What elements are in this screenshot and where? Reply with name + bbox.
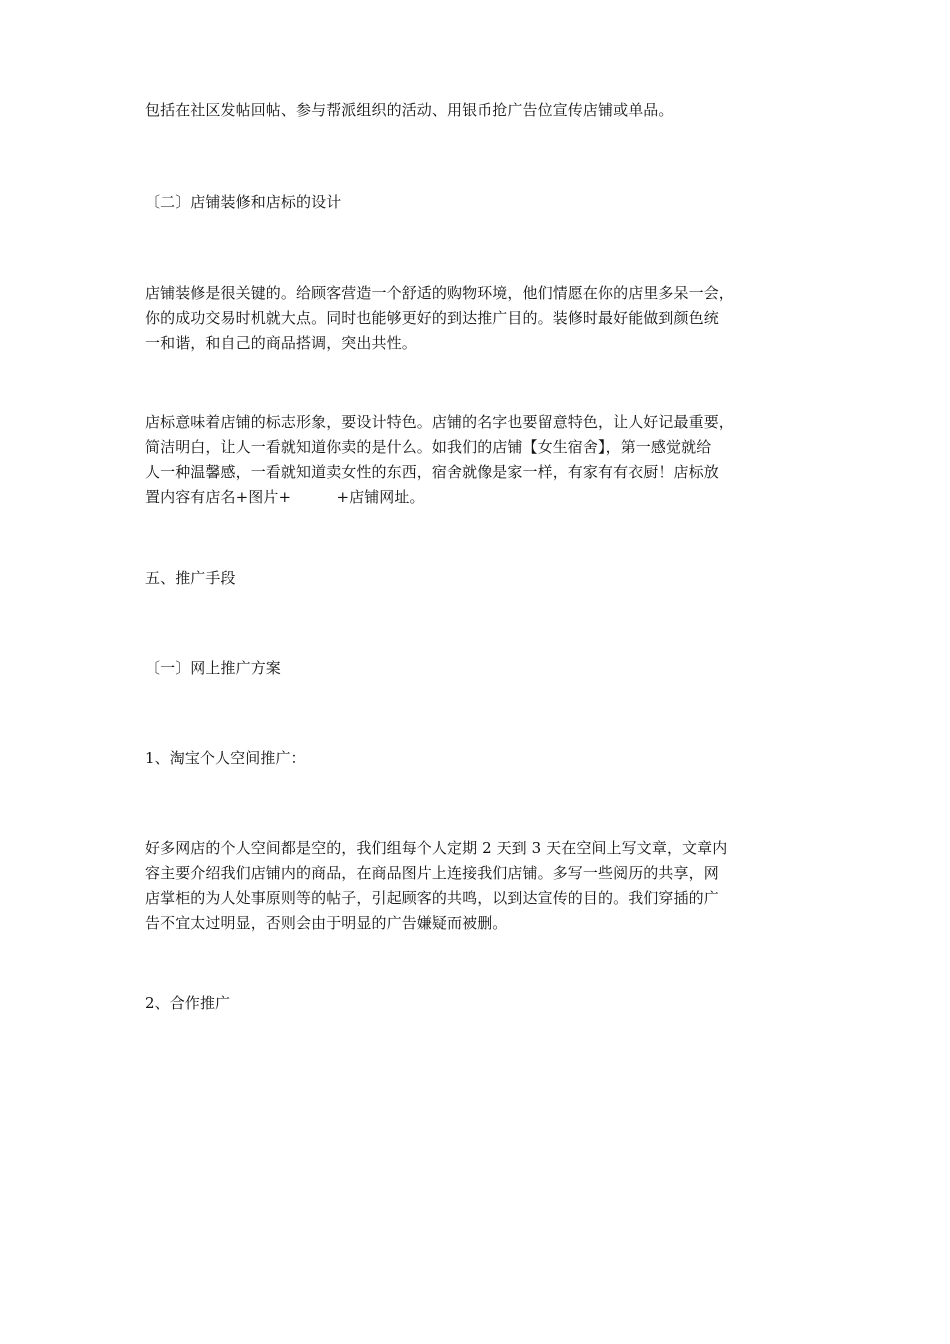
heading-text: 〔一〕网上推广方案 (145, 659, 281, 677)
heading-store-design (145, 190, 815, 215)
text-line: 好多网店的个人空间都是空的，我们组每个人定期 2 天到 3 天在空间上写文章，文章内 (145, 839, 728, 857)
heading-section-five (145, 566, 815, 591)
text-line: 店铺装修是很关键的。给顾客营造一个舒适的购物环境，他们情愿在你的店里多呆一会， (145, 284, 734, 302)
text-line: 你的成功交易时机就大点。同时也能够更好的到达推广目的。装修时最好能做到颜色统 (145, 309, 719, 327)
paragraph-personal-space (145, 836, 815, 936)
text-line: 告不宜太过明显，否则会由于明显的广告嫌疑而被删。 (145, 914, 508, 932)
text-line: 置内容有店名+图片+ +店铺网址。 (145, 488, 425, 506)
text-line: 店标意味着店铺的标志形象，要设计特色。店铺的名字也要留意特色，让人好记最重要， (145, 413, 734, 431)
text-line: 简洁明白，让人一看就知道你卖的是什么。如我们的店铺【女生宿舍】，第一感觉就给 (145, 438, 712, 456)
paragraph-store-decoration (145, 281, 815, 356)
heading-text: 五、推广手段 (145, 569, 236, 587)
text-line: 店掌柜的为人处事原则等的帖子，引起顾客的共鸣，以到达宣传的目的。我们穿插的广 (145, 889, 719, 907)
heading-text: 1、淘宝个人空间推广： (145, 749, 306, 767)
heading-text: 2、合作推广 (145, 994, 231, 1012)
heading-text: 〔二〕店铺装修和店标的设计 (145, 193, 342, 211)
text-line: 包括在社区发帖回帖、参与帮派组织的活动、用银币抢广告位宣传店铺或单品。 (145, 101, 674, 119)
paragraph-community (145, 98, 815, 123)
text-line: 容主要介绍我们店铺内的商品，在商品图片上连接我们店铺。多写一些阅历的共享，网 (145, 864, 719, 882)
paragraph-store-logo (145, 410, 815, 510)
text-line: 一和谐，和自己的商品搭调，突出共性。 (145, 334, 417, 352)
text-line: 人一种温馨感，一看就知道卖女性的东西，宿舍就像是家一样，有家有有衣厨！店标放 (145, 463, 719, 481)
heading-online-plan (145, 656, 815, 681)
heading-item-two (145, 991, 815, 1016)
heading-item-one (145, 746, 815, 771)
